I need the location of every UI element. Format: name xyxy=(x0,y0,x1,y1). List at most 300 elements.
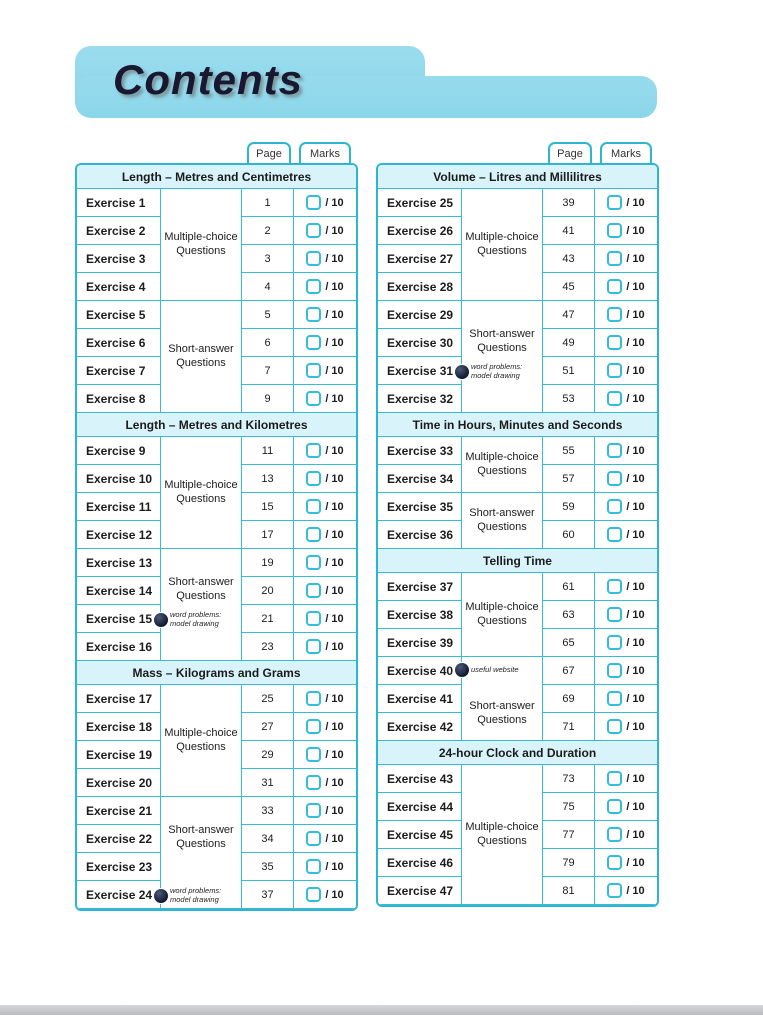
page-number-cell: 31 xyxy=(242,769,294,797)
marks-value: / 10 xyxy=(325,584,344,597)
marks-value: / 10 xyxy=(325,500,344,513)
page-number-cell: 79 xyxy=(543,849,595,877)
page-number-cell: 21 xyxy=(242,605,294,633)
marks-box xyxy=(306,555,321,570)
marks-box xyxy=(306,719,321,734)
marks-box xyxy=(306,583,321,598)
marks-cell xyxy=(595,301,657,329)
marks-box xyxy=(607,827,622,842)
exercise-cell: Exercise 29 xyxy=(378,301,462,329)
marks-box xyxy=(306,363,321,378)
exercise-cell: Exercise 19 xyxy=(77,741,161,769)
marks-value: / 10 xyxy=(325,196,344,209)
marks-box xyxy=(607,195,622,210)
exercise-cell: Exercise 39 xyxy=(378,629,462,657)
page-title: Contents xyxy=(113,56,303,103)
question-type-cell xyxy=(462,301,543,413)
question-type-label: Short-answer Questions xyxy=(469,506,535,533)
exercise-cell: Exercise 14 xyxy=(77,577,161,605)
page-number-cell: 2 xyxy=(242,217,294,245)
logo-circle-icon xyxy=(154,889,168,903)
marks-box xyxy=(306,691,321,706)
page-number-cell: 34 xyxy=(242,825,294,853)
exercise-cell: Exercise 32 xyxy=(378,385,462,413)
badge-text-line: word problems: xyxy=(170,886,222,895)
contents-column-left xyxy=(75,141,358,911)
badge xyxy=(455,663,519,677)
marks-cell xyxy=(595,601,657,629)
section-body xyxy=(378,189,657,413)
marks-cell xyxy=(595,657,657,685)
marks-value: / 10 xyxy=(626,636,645,649)
marks-box xyxy=(607,279,622,294)
exercise-cell: Exercise 25 xyxy=(378,189,462,217)
marks-cell xyxy=(294,437,356,465)
question-type-label: Multiple-choice Questions xyxy=(164,478,238,505)
tabs-row xyxy=(75,141,358,163)
marks-box xyxy=(607,471,622,486)
page-number-cell: 27 xyxy=(242,713,294,741)
question-type-cell xyxy=(462,573,543,657)
marks-box xyxy=(607,607,622,622)
exercise-cell: Exercise 10 xyxy=(77,465,161,493)
marks-cell xyxy=(595,245,657,273)
page-number-cell: 1 xyxy=(242,189,294,217)
question-type-label: Multiple-choice Questions xyxy=(465,820,539,847)
exercise-cell: Exercise 26 xyxy=(378,217,462,245)
exercise-cell: Exercise 6 xyxy=(77,329,161,357)
marks-box xyxy=(306,251,321,266)
page-number-cell: 6 xyxy=(242,329,294,357)
exercise-cell: Exercise 18 xyxy=(77,713,161,741)
page-number-cell: 7 xyxy=(242,357,294,385)
page-number-cell: 35 xyxy=(242,853,294,881)
exercise-cell: Exercise 9 xyxy=(77,437,161,465)
exercise-cell: Exercise 35 xyxy=(378,493,462,521)
marks-box xyxy=(306,195,321,210)
tabs-row xyxy=(376,141,659,163)
marks-box xyxy=(306,747,321,762)
question-type-cell xyxy=(161,685,242,797)
marks-value: / 10 xyxy=(626,772,645,785)
marks-tab: Marks xyxy=(299,142,351,163)
page-tab: Page xyxy=(548,142,592,163)
marks-value: / 10 xyxy=(626,392,645,405)
page-number-cell: 75 xyxy=(543,793,595,821)
section-title: 24-hour Clock and Duration xyxy=(378,741,657,765)
badge-text-line: model drawing xyxy=(170,618,219,628)
exercise-cell: Exercise 23 xyxy=(77,853,161,881)
marks-box xyxy=(306,527,321,542)
page-number-cell: 33 xyxy=(242,797,294,825)
exercise-cell: Exercise 40 xyxy=(378,657,462,685)
marks-box xyxy=(306,803,321,818)
marks-cell xyxy=(595,217,657,245)
marks-value: / 10 xyxy=(325,336,344,349)
page-number-cell: 67 xyxy=(543,657,595,685)
exercise-cell: Exercise 8 xyxy=(77,385,161,413)
exercise-cell: Exercise 33 xyxy=(378,437,462,465)
marks-value: / 10 xyxy=(626,580,645,593)
marks-box xyxy=(607,363,622,378)
question-type-cell xyxy=(462,189,543,301)
section-body xyxy=(378,437,657,549)
exercise-cell: Exercise 1 xyxy=(77,189,161,217)
exercise-cell: Exercise 12 xyxy=(77,521,161,549)
marks-value: / 10 xyxy=(325,224,344,237)
marks-value: / 10 xyxy=(325,776,344,789)
page-number-cell: 49 xyxy=(543,329,595,357)
page-number-cell: 5 xyxy=(242,301,294,329)
page-number-cell: 11 xyxy=(242,437,294,465)
marks-cell xyxy=(294,685,356,713)
page-number-cell: 39 xyxy=(543,189,595,217)
marks-cell xyxy=(595,189,657,217)
page-number-cell: 65 xyxy=(543,629,595,657)
page-number-cell: 60 xyxy=(543,521,595,549)
page-number-cell: 61 xyxy=(543,573,595,601)
section-title: Mass – Kilograms and Grams xyxy=(77,661,356,685)
exercise-cell: Exercise 5 xyxy=(77,301,161,329)
badge xyxy=(154,887,221,904)
marks-cell xyxy=(595,793,657,821)
marks-value: / 10 xyxy=(626,500,645,513)
page-number-cell: 4 xyxy=(242,273,294,301)
marks-cell xyxy=(294,189,356,217)
logo-circle-icon xyxy=(154,613,168,627)
marks-value: / 10 xyxy=(325,804,344,817)
marks-box xyxy=(306,639,321,654)
question-type-cell xyxy=(161,797,242,909)
page-number-cell: 63 xyxy=(543,601,595,629)
page-number-cell: 19 xyxy=(242,549,294,577)
marks-cell xyxy=(294,217,356,245)
exercise-cell: Exercise 36 xyxy=(378,521,462,549)
marks-value: / 10 xyxy=(325,748,344,761)
marks-cell xyxy=(294,633,356,661)
marks-value: / 10 xyxy=(626,720,645,733)
marks-box xyxy=(607,335,622,350)
marks-cell xyxy=(294,797,356,825)
page-number-cell: 37 xyxy=(242,881,294,909)
marks-cell xyxy=(294,741,356,769)
page-number-cell: 15 xyxy=(242,493,294,521)
marks-box xyxy=(607,499,622,514)
marks-cell xyxy=(294,329,356,357)
marks-cell xyxy=(595,765,657,793)
marks-value: / 10 xyxy=(325,308,344,321)
section-body xyxy=(378,573,657,741)
marks-value: / 10 xyxy=(626,472,645,485)
exercise-cell: Exercise 38 xyxy=(378,601,462,629)
marks-box xyxy=(607,307,622,322)
question-type-label: Short-answer Questions xyxy=(469,699,535,726)
marks-cell xyxy=(595,629,657,657)
exercise-cell: Exercise 44 xyxy=(378,793,462,821)
marks-cell xyxy=(595,329,657,357)
marks-value: / 10 xyxy=(626,608,645,621)
marks-cell xyxy=(294,521,356,549)
marks-value: / 10 xyxy=(325,640,344,653)
question-type-label: Short-answer Questions xyxy=(168,575,234,602)
page-number-cell: 73 xyxy=(543,765,595,793)
question-type-cell xyxy=(161,549,242,661)
page-number-cell: 13 xyxy=(242,465,294,493)
marks-cell xyxy=(595,849,657,877)
logo-circle-icon xyxy=(455,365,469,379)
marks-tab: Marks xyxy=(600,142,652,163)
page-number-cell: 25 xyxy=(242,685,294,713)
marks-value: / 10 xyxy=(626,196,645,209)
page-number-cell: 9 xyxy=(242,385,294,413)
exercise-cell: Exercise 47 xyxy=(378,877,462,905)
marks-value: / 10 xyxy=(626,308,645,321)
section-title: Length – Metres and Centimetres xyxy=(77,165,356,189)
marks-value: / 10 xyxy=(325,252,344,265)
marks-cell xyxy=(294,577,356,605)
page-tab: Page xyxy=(247,142,291,163)
exercise-cell: Exercise 28 xyxy=(378,273,462,301)
marks-value: / 10 xyxy=(626,364,645,377)
question-type-cell xyxy=(161,301,242,413)
exercise-cell: Exercise 16 xyxy=(77,633,161,661)
page-number-cell: 57 xyxy=(543,465,595,493)
marks-value: / 10 xyxy=(626,856,645,869)
marks-cell xyxy=(595,521,657,549)
marks-value: / 10 xyxy=(626,884,645,897)
marks-value: / 10 xyxy=(626,252,645,265)
marks-box xyxy=(306,223,321,238)
badge-text xyxy=(170,887,221,904)
marks-value: / 10 xyxy=(325,860,344,873)
page-number-cell: 77 xyxy=(543,821,595,849)
exercise-cell: Exercise 41 xyxy=(378,685,462,713)
marks-cell xyxy=(595,713,657,741)
marks-box xyxy=(607,251,622,266)
question-type-label: Multiple-choice Questions xyxy=(465,230,539,257)
exercise-cell: Exercise 13 xyxy=(77,549,161,577)
marks-box xyxy=(306,831,321,846)
marks-cell xyxy=(294,769,356,797)
marks-box xyxy=(607,799,622,814)
question-type-cell xyxy=(161,189,242,301)
marks-box xyxy=(306,887,321,902)
marks-value: / 10 xyxy=(325,612,344,625)
marks-box xyxy=(306,611,321,626)
section-body xyxy=(77,685,356,909)
marks-cell xyxy=(294,713,356,741)
badge xyxy=(455,363,522,380)
badge-text-line: useful website xyxy=(471,664,519,674)
page-number-cell: 47 xyxy=(543,301,595,329)
page-bottom-edge xyxy=(0,1005,763,1015)
marks-box xyxy=(607,719,622,734)
marks-cell xyxy=(595,385,657,413)
marks-value: / 10 xyxy=(325,720,344,733)
exercise-cell: Exercise 30 xyxy=(378,329,462,357)
exercise-cell: Exercise 46 xyxy=(378,849,462,877)
marks-value: / 10 xyxy=(325,280,344,293)
badge-text-line: model drawing xyxy=(170,894,219,904)
badge-text xyxy=(471,666,519,675)
badge-text-line: word problems: xyxy=(471,362,523,371)
page-number-cell: 45 xyxy=(543,273,595,301)
page-number-cell: 29 xyxy=(242,741,294,769)
marks-cell xyxy=(595,493,657,521)
page-number-cell: 41 xyxy=(543,217,595,245)
page-number-cell: 23 xyxy=(242,633,294,661)
page-number-cell: 20 xyxy=(242,577,294,605)
exercise-cell: Exercise 20 xyxy=(77,769,161,797)
marks-box xyxy=(607,579,622,594)
marks-cell xyxy=(595,877,657,905)
question-type-label: Short-answer Questions xyxy=(168,342,234,369)
section-title: Time in Hours, Minutes and Seconds xyxy=(378,413,657,437)
marks-cell xyxy=(595,573,657,601)
marks-box xyxy=(306,471,321,486)
marks-cell xyxy=(294,465,356,493)
section-body xyxy=(77,189,356,413)
marks-box xyxy=(607,663,622,678)
contents-banner xyxy=(75,46,657,118)
page-number-cell: 43 xyxy=(543,245,595,273)
marks-box xyxy=(306,307,321,322)
page-number-cell: 53 xyxy=(543,385,595,413)
page-number-cell: 69 xyxy=(543,685,595,713)
exercise-cell: Exercise 15 xyxy=(77,605,161,633)
marks-box xyxy=(306,859,321,874)
page-number-cell: 17 xyxy=(242,521,294,549)
marks-cell xyxy=(294,273,356,301)
marks-value: / 10 xyxy=(626,664,645,677)
contents-columns xyxy=(75,141,659,911)
marks-value: / 10 xyxy=(325,472,344,485)
marks-cell xyxy=(294,549,356,577)
marks-cell xyxy=(294,493,356,521)
section-body xyxy=(378,765,657,905)
section-title: Length – Metres and Kilometres xyxy=(77,413,356,437)
marks-cell xyxy=(595,273,657,301)
marks-cell xyxy=(294,357,356,385)
marks-cell xyxy=(294,385,356,413)
marks-cell xyxy=(294,605,356,633)
logo-circle-icon xyxy=(455,663,469,677)
marks-box xyxy=(607,635,622,650)
question-type-cell xyxy=(161,437,242,549)
exercise-cell: Exercise 45 xyxy=(378,821,462,849)
page-number-cell: 81 xyxy=(543,877,595,905)
marks-value: / 10 xyxy=(626,444,645,457)
marks-cell xyxy=(294,853,356,881)
question-type-label: Short-answer Questions xyxy=(168,823,234,850)
question-type-cell xyxy=(462,493,543,549)
exercise-cell: Exercise 7 xyxy=(77,357,161,385)
marks-box xyxy=(306,391,321,406)
marks-box xyxy=(607,527,622,542)
marks-cell xyxy=(595,357,657,385)
marks-value: / 10 xyxy=(325,528,344,541)
marks-value: / 10 xyxy=(325,444,344,457)
badge-text-line: word problems: xyxy=(170,610,222,619)
marks-value: / 10 xyxy=(626,280,645,293)
contents-column-right xyxy=(376,141,659,911)
badge-text xyxy=(471,363,522,380)
exercise-cell: Exercise 31 xyxy=(378,357,462,385)
marks-value: / 10 xyxy=(325,888,344,901)
exercise-cell: Exercise 27 xyxy=(378,245,462,273)
marks-cell xyxy=(595,465,657,493)
page-number-cell: 3 xyxy=(242,245,294,273)
exercise-cell: Exercise 43 xyxy=(378,765,462,793)
marks-value: / 10 xyxy=(626,692,645,705)
question-type-label: Multiple-choice Questions xyxy=(465,450,539,477)
marks-value: / 10 xyxy=(626,800,645,813)
question-type-cell xyxy=(462,765,543,905)
exercise-cell: Exercise 21 xyxy=(77,797,161,825)
exercise-cell: Exercise 11 xyxy=(77,493,161,521)
section-title: Volume – Litres and Millilitres xyxy=(378,165,657,189)
marks-value: / 10 xyxy=(626,336,645,349)
badge-text xyxy=(170,611,221,628)
page-number-cell: 55 xyxy=(543,437,595,465)
exercise-cell: Exercise 22 xyxy=(77,825,161,853)
marks-box xyxy=(306,775,321,790)
marks-value: / 10 xyxy=(325,832,344,845)
marks-cell xyxy=(294,301,356,329)
question-type-cell xyxy=(462,437,543,493)
marks-cell xyxy=(294,825,356,853)
badge-text-line: model drawing xyxy=(471,370,520,380)
marks-value: / 10 xyxy=(626,828,645,841)
exercise-cell: Exercise 3 xyxy=(77,245,161,273)
marks-value: / 10 xyxy=(325,392,344,405)
contents-table xyxy=(376,163,659,907)
contents-table xyxy=(75,163,358,911)
marks-box xyxy=(607,771,622,786)
exercise-cell: Exercise 2 xyxy=(77,217,161,245)
question-type-cell xyxy=(462,657,543,741)
marks-box xyxy=(607,883,622,898)
question-type-label: Multiple-choice Questions xyxy=(465,600,539,627)
question-type-label: Short-answer Questions xyxy=(469,327,535,354)
marks-box xyxy=(306,499,321,514)
exercise-cell: Exercise 34 xyxy=(378,465,462,493)
question-type-label: Multiple-choice Questions xyxy=(164,230,238,257)
marks-box xyxy=(607,691,622,706)
question-type-label: Multiple-choice Questions xyxy=(164,726,238,753)
page-number-cell: 59 xyxy=(543,493,595,521)
page-number-cell: 51 xyxy=(543,357,595,385)
marks-cell xyxy=(595,437,657,465)
page-number-cell: 71 xyxy=(543,713,595,741)
marks-box xyxy=(607,443,622,458)
marks-value: / 10 xyxy=(325,692,344,705)
exercise-cell: Exercise 24 xyxy=(77,881,161,909)
marks-box xyxy=(607,391,622,406)
exercise-cell: Exercise 4 xyxy=(77,273,161,301)
marks-value: / 10 xyxy=(626,528,645,541)
marks-value: / 10 xyxy=(325,364,344,377)
marks-value: / 10 xyxy=(325,556,344,569)
badge xyxy=(154,611,221,628)
section-title: Telling Time xyxy=(378,549,657,573)
section-body xyxy=(77,437,356,661)
marks-box xyxy=(306,443,321,458)
marks-cell xyxy=(294,245,356,273)
exercise-cell: Exercise 17 xyxy=(77,685,161,713)
marks-box xyxy=(306,335,321,350)
exercise-cell: Exercise 42 xyxy=(378,713,462,741)
